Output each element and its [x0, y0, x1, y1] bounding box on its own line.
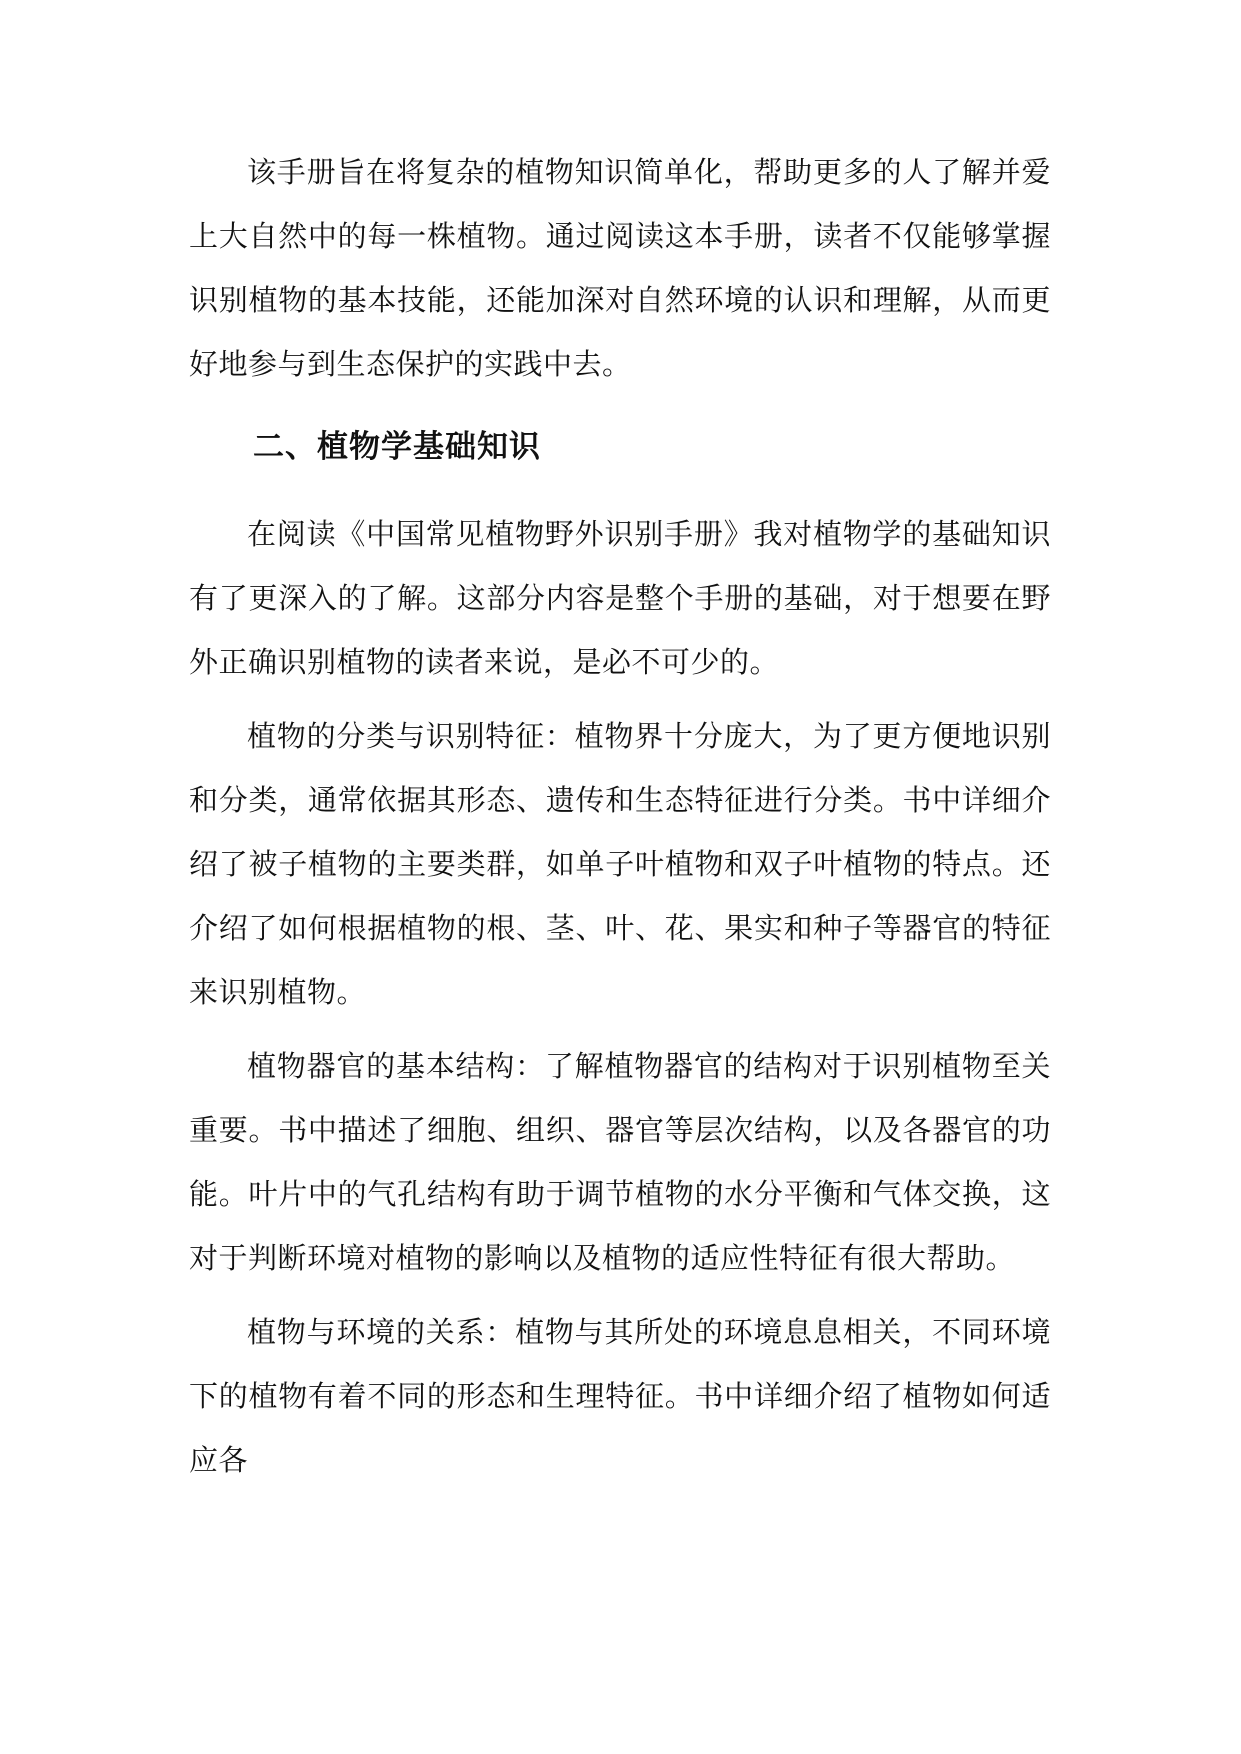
paragraph-intro-reading: 在阅读《中国常见植物野外识别手册》我对植物学的基础知识有了更深入的了解。这部分内容是整个手册的基础，对于想要在野外正确识别植物的读者来说，是必不可少的。	[189, 517, 1051, 679]
section-heading: 二、植物学基础知识	[253, 429, 541, 465]
paragraph-classification: 植物的分类与识别特征：植物界十分庞大，为了更方便地识别和分类，通常依据其形态、遗传和生态特征进行分类。书中详细介绍了被子植物的主要类群，如单子叶植物和双子叶植物的特点。还介绍了如何根据植物的根、茎、叶、花、果实和种子等器官的特征来识别植物。	[189, 719, 1051, 1009]
document-body	[189, 140, 1051, 1502]
paragraph-organ-structure: 植物器官的基本结构：了解植物器官的结构对于识别植物至关重要。书中描述了细胞、组织、器官等层次结构，以及各器官的功能。叶片中的气孔结构有助于调节植物的水分平衡和气体交换，这对于判断环境对植物的影响以及植物的适应性特征有很大帮助。	[189, 1049, 1051, 1275]
paragraph-environment: 植物与环境的关系：植物与其所处的环境息息相关，不同环境下的植物有着不同的形态和生理特征。书中详细介绍了植物如何适应各	[189, 1315, 1051, 1477]
intro-paragraph: 该手册旨在将复杂的植物知识简单化，帮助更多的人了解并爱上大自然中的每一株植物。通过阅读这本手册，读者不仅能够掌握识别植物的基本技能，还能加深对自然环境的认识和理解，从而更好地参与到生态保护的实践中去。	[189, 155, 1051, 381]
